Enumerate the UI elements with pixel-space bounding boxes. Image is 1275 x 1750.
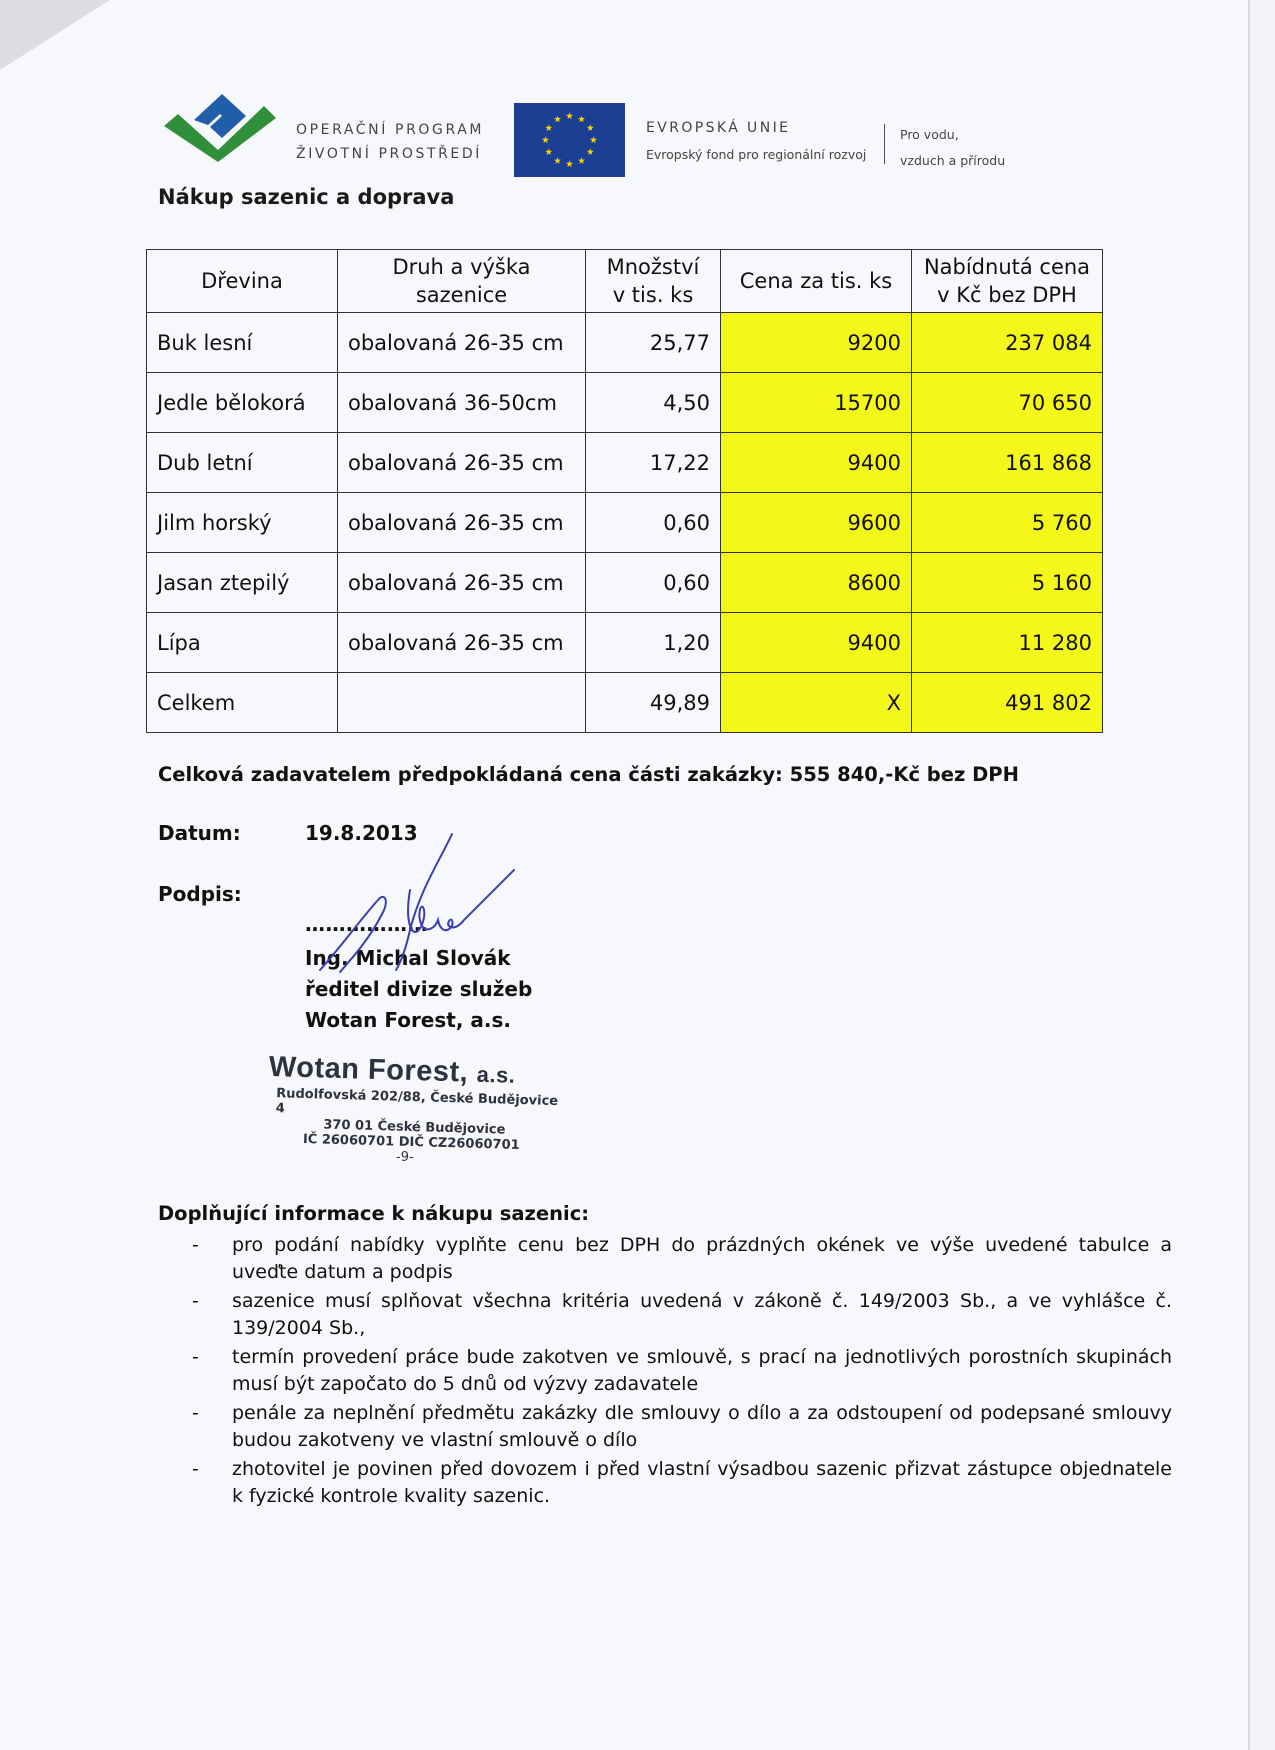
table-cell: 9200: [721, 313, 912, 373]
signature-line: ………………: [305, 912, 428, 936]
table-cell: 5 160: [912, 553, 1103, 613]
eu-slogan: Pro vodu, vzduch a přírodu: [900, 127, 1006, 168]
signature-label: Podpis:: [158, 882, 242, 906]
eu-fund: Evropský fond pro regionální rozvoj: [646, 147, 867, 162]
info-item-text: penále za neplnění předmětu zakázky dle smlouvy o dílo a za odstoupení od podepsané smlouvy budou zakotveny ve vlastní smlouvě o dílo: [232, 1402, 1172, 1451]
page-number: -9-: [396, 1150, 414, 1165]
table-header-row: [147, 250, 1103, 313]
bullet-dash: -: [192, 1402, 199, 1424]
bullet-dash: -: [192, 1458, 199, 1480]
info-item-text: termín provedení práce bude zakotven ve smlouvě, s prací na jednotlivých porostních skupinách musí být započato do 5 dnů od výzvy zadavatele: [232, 1346, 1172, 1395]
bullet-dash: -: [192, 1234, 199, 1256]
signer-company: Wotan Forest, a.s.: [305, 1008, 511, 1032]
column-header: Druh a výška sazenice: [338, 250, 586, 313]
table-cell: 0,60: [586, 493, 721, 553]
table-cell: 5 760: [912, 493, 1103, 553]
table-cell: 17,22: [586, 433, 721, 493]
info-item: [190, 1456, 1172, 1510]
table-row: [147, 433, 1103, 493]
table-cell: obalovaná 26-35 cm: [338, 493, 586, 553]
column-header: Nabídnutá cena v Kč bez DPH: [912, 250, 1103, 313]
bullet-dash: -: [192, 1346, 199, 1368]
column-header: Cena za tis. ks: [721, 250, 912, 313]
table-row: [147, 613, 1103, 673]
op-zp-text: OPERAČNÍ PROGRAM ŽIVOTNÍ PROSTŘEDÍ: [296, 122, 485, 162]
table-cell: Celkem: [147, 673, 338, 733]
table-row: [147, 493, 1103, 553]
table-cell: 161 868: [912, 433, 1103, 493]
table-cell: obalovaná 26-35 cm: [338, 433, 586, 493]
info-item: [190, 1400, 1172, 1454]
divider: [884, 124, 885, 164]
table-cell: 0,60: [586, 553, 721, 613]
table-cell: 9600: [721, 493, 912, 553]
table-cell: Jasan ztepilý: [147, 553, 338, 613]
handwritten-signature: [300, 830, 515, 980]
document-title: Nákup sazenic a doprava: [158, 185, 455, 209]
date-label: Datum:: [158, 821, 241, 845]
table-cell: [338, 673, 586, 733]
table-cell: obalovaná 26-35 cm: [338, 613, 586, 673]
table-cell: 237 084: [912, 313, 1103, 373]
price-table: [146, 249, 1103, 733]
table-cell: 11 280: [912, 613, 1103, 673]
table-cell: obalovaná 36-50cm: [338, 373, 586, 433]
table-cell: 25,77: [586, 313, 721, 373]
table-cell: X: [721, 673, 912, 733]
info-item: [190, 1344, 1172, 1398]
info-item: [190, 1232, 1172, 1286]
table-row: [147, 313, 1103, 373]
info-item-text: zhotovitel je povinen před dovozem i před vlastní výsadbou sazenic přizvat zástupce objednatele k fyzické kontrole kvality sazenic.: [232, 1458, 1172, 1507]
op-zp-logo: [160, 92, 278, 162]
signer-name: Ing. Michal Slovák: [305, 946, 511, 970]
table-cell: 9400: [721, 433, 912, 493]
bullet-dash: -: [192, 1290, 199, 1312]
table-cell: 1,20: [586, 613, 721, 673]
estimated-price: Celková zadavatelem předpokládaná cena části zakázky: 555 840,-Kč bez DPH: [158, 763, 1019, 786]
table-cell: 15700: [721, 373, 912, 433]
info-item: [190, 1288, 1172, 1342]
table-row: [147, 373, 1103, 433]
column-header: Dřevina: [147, 250, 338, 313]
table-cell: obalovaná 26-35 cm: [338, 553, 586, 613]
table-cell: obalovaná 26-35 cm: [338, 313, 586, 373]
table-cell: Dub letní: [147, 433, 338, 493]
total-row: [147, 673, 1103, 733]
company-stamp: Wotan Forest, a.s. Rudolfovská 202/88, České Budějovice 4 370 01 České Budějovice IČ 26060701 DIČ CZ26060701: [268, 1050, 559, 1153]
table-row: [147, 553, 1103, 613]
table-cell: Lípa: [147, 613, 338, 673]
date-value: 19.8.2013: [305, 821, 418, 845]
table-cell: 8600: [721, 553, 912, 613]
eu-flag-icon: [514, 103, 625, 177]
table-cell: Jilm horský: [147, 493, 338, 553]
info-title: Doplňující informace k nákupu sazenic:: [158, 1202, 590, 1225]
table-cell: 4,50: [586, 373, 721, 433]
column-header: Množství v tis. ks: [586, 250, 721, 313]
info-item-text: pro podání nabídky vyplňte cenu bez DPH do prázdných okének ve výše uvedené tabulce a uveďte datum a podpis: [232, 1234, 1172, 1283]
eu-title: EVROPSKÁ UNIE: [646, 120, 791, 136]
folded-corner: [0, 0, 110, 70]
table-cell: 9400: [721, 613, 912, 673]
signer-role: ředitel divize služeb: [305, 977, 533, 1001]
table-cell: Buk lesní: [147, 313, 338, 373]
table-cell: 49,89: [586, 673, 721, 733]
info-item-text: sazenice musí splňovat všechna kritéria uvedená v zákoně č. 149/2003 Sb., a ve vyhlášce č. 139/2004 Sb.,: [232, 1290, 1172, 1339]
info-list: [190, 1232, 1172, 1512]
table-cell: 491 802: [912, 673, 1103, 733]
table-cell: Jedle bělokorá: [147, 373, 338, 433]
table-cell: 70 650: [912, 373, 1103, 433]
